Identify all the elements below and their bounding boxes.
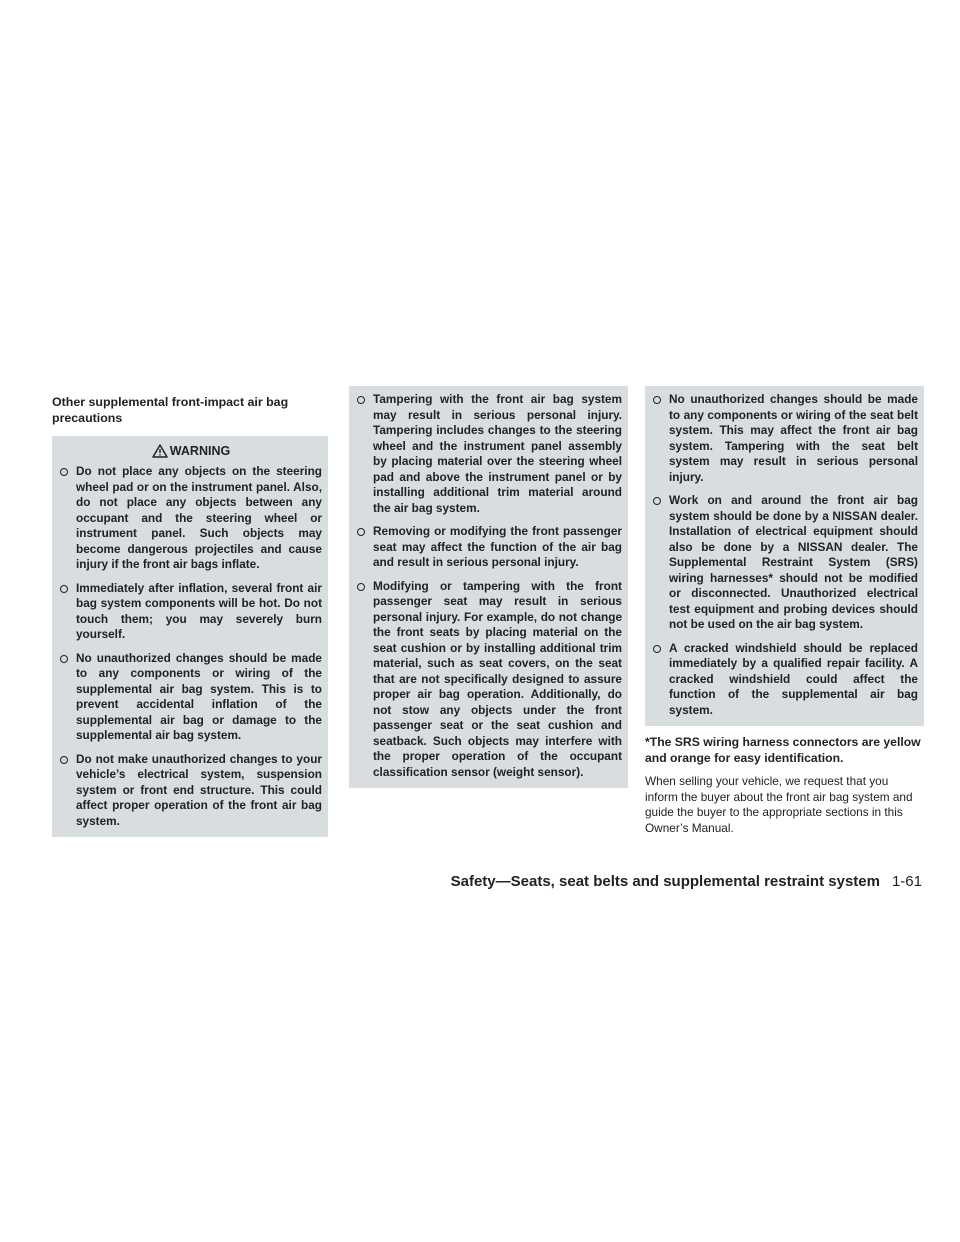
warning-box-continued	[349, 386, 628, 788]
bullet-icon	[357, 583, 365, 591]
bullet-icon	[357, 396, 365, 404]
section-title: Other supplemental front-impact air bag precautions	[52, 395, 289, 425]
column-2	[349, 386, 628, 788]
list-item: Do not make unauthorized changes to your vehicle’s electrical system, suspension system or front end structure. This could affect proper operation of the front air bag system.	[60, 752, 322, 830]
list-item: Work on and around the front air bag system should be done by a NISSAN dealer. Installation of electrical equipment should also be done by a NISSAN dealer. The Supplemental Restraint System (SRS) wiring harnesses* should not be modified or disconnected. Unauthorized electrical test equipment and probing devices should not be used on the air bag system.	[653, 493, 918, 633]
bullet-icon	[60, 756, 68, 764]
page-number: 1-61	[891, 873, 922, 890]
srs-harness-note: *The SRS wiring harness connectors are yellow and orange for easy identification.	[645, 735, 921, 765]
warning-triangle-icon	[152, 444, 168, 458]
warning-header	[60, 444, 322, 458]
list-item: Tampering with the front air bag system may result in serious personal injury. Tampering includes changes to the steering wheel and the instrument panel assembly by placing material over the steering wheel pad and above the instrument panel or by installing additional trim material around the air bag system.	[357, 392, 622, 516]
bullet-icon	[60, 655, 68, 663]
warning-list-1	[60, 464, 322, 829]
bullet-icon	[653, 396, 661, 404]
list-item: Do not place any objects on the steering wheel pad or on the instrument panel. Also, do not place any objects between any occupant and the steering wheel or instrument panel. Such objects may become dangerous projectiles and cause injury if the front air bags inflate.	[60, 464, 322, 573]
list-item: No unauthorized changes should be made to any components or wiring of the supplemental air bag system. This is to prevent accidental inflation of the supplemental air bag or damage to the supplemental air bag system.	[60, 651, 322, 744]
chapter-title: Safety—Seats, seat belts and supplemental restraint system	[450, 873, 880, 890]
column-3	[645, 386, 924, 836]
bullet-icon	[357, 528, 365, 536]
list-item: Immediately after inflation, several front air bag system components will be hot. Do not touch them; you may severely burn yourself.	[60, 581, 322, 643]
warning-box-continued	[645, 386, 924, 726]
list-item: No unauthorized changes should be made to any components or wiring of the seat belt system. This may affect the front air bag system. Tampering with the seat belt system may result in serious personal injury.	[653, 392, 918, 485]
bullet-icon	[60, 468, 68, 476]
list-item: A cracked windshield should be replaced immediately by a qualified repair facility. A cracked windshield could affect the function of the supplemental air bag system.	[653, 641, 918, 719]
warning-list-3	[653, 392, 918, 718]
page-footer	[300, 873, 922, 891]
selling-vehicle-paragraph: When selling your vehicle, we request that you inform the buyer about the front air bag system and guide the buyer to the appropriate sections in this Owner’s Manual.	[645, 774, 913, 835]
warning-list-2	[357, 392, 622, 780]
bullet-icon	[653, 497, 661, 505]
bullet-icon	[653, 645, 661, 653]
warning-heading: WARNING	[169, 444, 231, 458]
bullet-icon	[60, 585, 68, 593]
column-1	[52, 394, 328, 837]
warning-box	[52, 436, 328, 837]
list-item: Modifying or tampering with the front passenger seat may result in serious personal injury. For example, do not change the front seats by placing material on the seat cushion or by installing additional trim material, such as seat covers, on the seat that are not specifically designed to assure proper air bag operation. Additionally, do not stow any objects under the front passenger seat or the seat cushion and seatback. Such objects may interfere with the proper operation of the occupant classification sensor (weight sensor).	[357, 579, 622, 781]
list-item: Removing or modifying the front passenger seat may affect the function of the air bag and result in serious personal injury.	[357, 524, 622, 571]
